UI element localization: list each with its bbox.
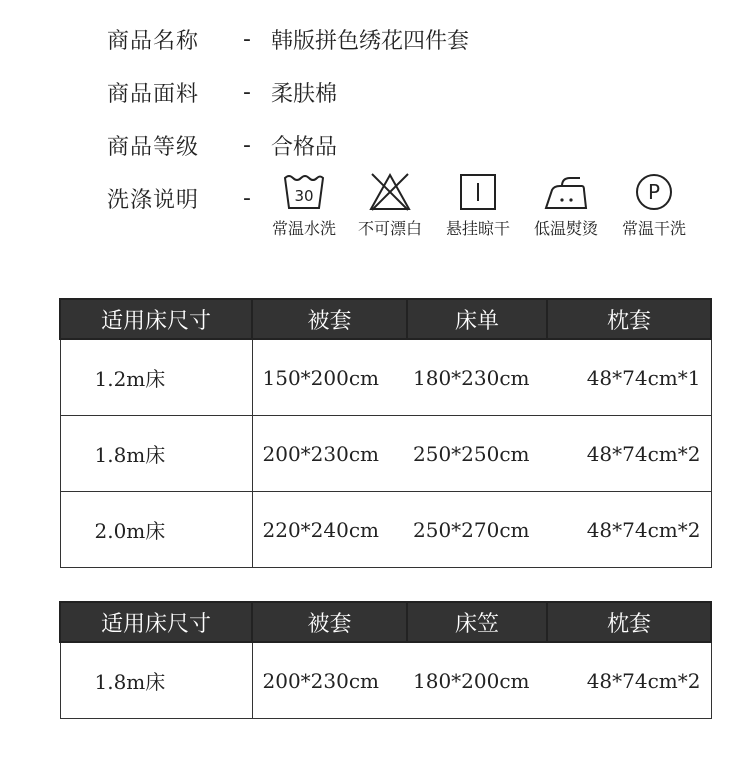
table-cell: 250*250cm <box>407 416 547 492</box>
table-cell: 220*240cm <box>252 492 407 568</box>
care-item <box>524 172 608 239</box>
info-label: 商品等级 <box>107 134 200 160</box>
info-dash: - <box>243 185 251 211</box>
care-item <box>612 172 696 239</box>
care-label: 不可漂白 <box>357 219 422 238</box>
table-header-cell: 被套 <box>252 602 407 642</box>
table-header-cell: 被套 <box>252 299 407 339</box>
care-item <box>436 172 520 239</box>
table-cell: 48*74cm*2 <box>547 416 711 492</box>
table-cell: 1.8m床 <box>60 642 252 719</box>
table-row <box>60 339 711 416</box>
table-cell: 150*200cm <box>252 339 407 416</box>
dry-clean-symbol: P <box>647 180 661 204</box>
info-value: 合格品 <box>271 134 338 160</box>
table-cell: 1.2m床 <box>60 339 252 416</box>
table-cell: 250*270cm <box>407 492 547 568</box>
info-dash: - <box>243 26 251 52</box>
info-dash: - <box>243 132 251 158</box>
table-cell: 48*74cm*1 <box>547 339 711 416</box>
table-cell: 180*200cm <box>407 642 547 719</box>
table-cell: 180*230cm <box>407 339 547 416</box>
size-table-sheet <box>59 298 712 568</box>
table-header-cell: 适用床尺寸 <box>60 299 252 339</box>
care-label: 低温熨烫 <box>533 219 598 238</box>
care-label: 常温水洗 <box>271 219 336 238</box>
care-item <box>262 172 346 239</box>
table-cell: 200*230cm <box>252 642 407 719</box>
info-value: 柔肤棉 <box>271 81 338 107</box>
table-header-row <box>60 299 711 339</box>
dry-clean-p-icon <box>632 172 676 212</box>
table-cell: 2.0m床 <box>60 492 252 568</box>
info-label: 洗涤说明 <box>107 187 200 213</box>
hang-dry-icon <box>456 172 500 212</box>
care-instructions <box>262 172 702 252</box>
care-label: 悬挂晾干 <box>445 219 510 238</box>
info-row-fabric <box>107 76 337 108</box>
table-cell: 48*74cm*2 <box>547 492 711 568</box>
table-header-cell: 床笠 <box>407 602 547 642</box>
care-label: 常温干洗 <box>621 219 686 238</box>
table-header-cell: 枕套 <box>547 602 711 642</box>
size-table-fitted <box>59 601 712 719</box>
table-cell: 200*230cm <box>252 416 407 492</box>
info-value: 韩版拼色绣花四件套 <box>271 28 470 54</box>
info-row-name <box>107 23 469 55</box>
table-cell: 48*74cm*2 <box>547 642 711 719</box>
info-label: 商品面料 <box>107 81 200 107</box>
table-header-cell: 枕套 <box>547 299 711 339</box>
wash-30-icon <box>282 172 326 212</box>
table-header-cell: 床单 <box>407 299 547 339</box>
no-bleach-icon <box>368 172 412 212</box>
table-cell: 1.8m床 <box>60 416 252 492</box>
table-row <box>60 642 711 719</box>
info-row-wash <box>107 182 267 214</box>
info-row-grade <box>107 129 337 161</box>
wash-30-symbol: 30 <box>294 187 314 205</box>
info-label: 商品名称 <box>107 28 200 54</box>
table-header-cell: 适用床尺寸 <box>60 602 252 642</box>
info-dash: - <box>243 79 251 105</box>
table-row <box>60 416 711 492</box>
low-iron-icon <box>542 172 590 212</box>
table-header-row <box>60 602 711 642</box>
care-item <box>348 172 432 239</box>
table-row <box>60 492 711 568</box>
